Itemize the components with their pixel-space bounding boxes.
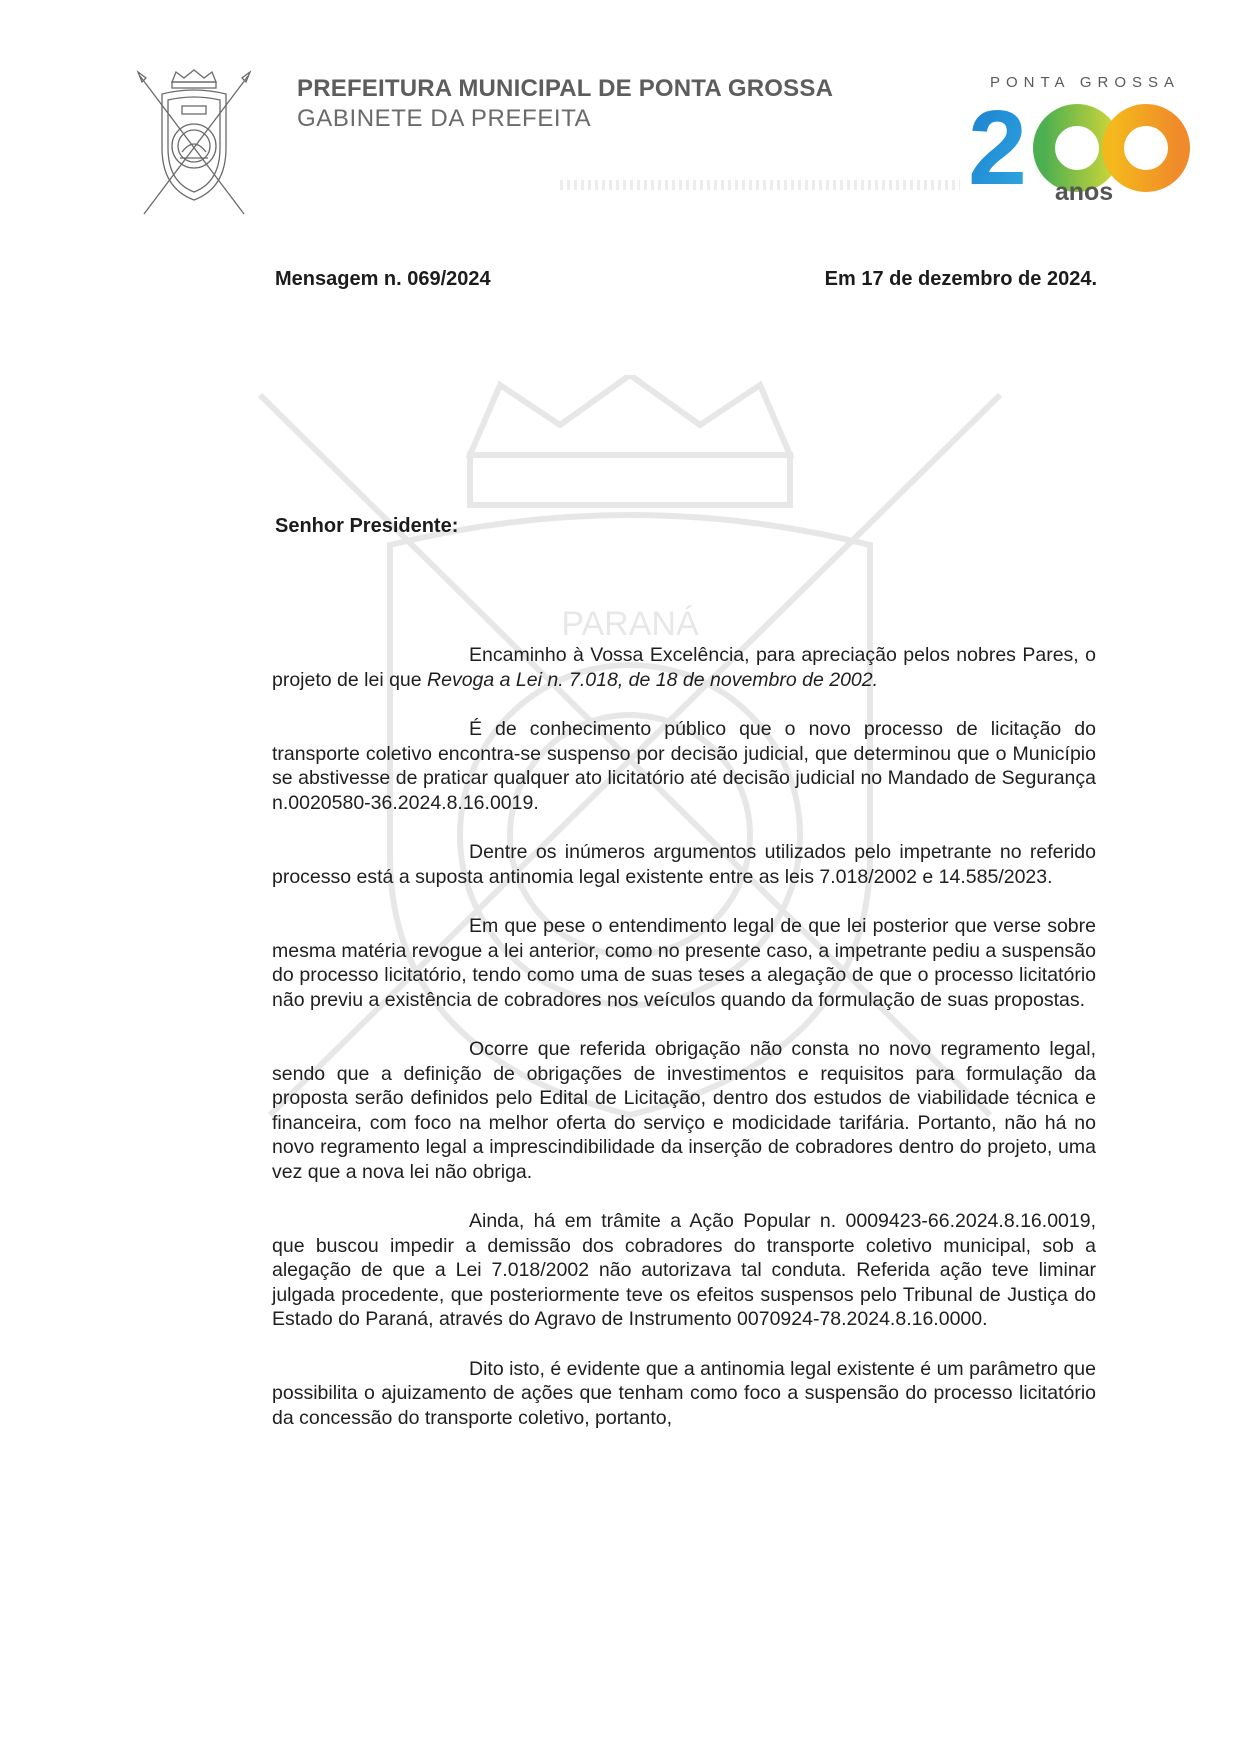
paragraph-6: Ainda, há em trâmite a Ação Popular n. 0009423-66.2024.8.16.0019, que buscou impedir a demissão dos cobradores do transporte coletivo municipal, sob a alegação de que a Lei 7.018/2002 não autorizava tal conduta. Referida ação teve liminar julgada procedente, que posteriormente teve os efeitos suspensos pelo Tribunal de Justiça do Estado do Paraná, através do Agravo de Instrumento 0070924-78.2024.8.16.0000. xyxy=(272,1210,1096,1330)
paragraph-7: Dito isto, é evidente que a antinomia legal existente é um parâmetro que possibilita o ajuizamento de ações que tenham como foco a suspensão do processo licitatório da concessão do transporte coletivo, portanto, xyxy=(272,1357,1096,1429)
paragraph-4: Em que pese o entendimento legal de que lei posterior que verse sobre mesma matéria revogue a lei anterior, como no presente caso, a impetrante pediu a suspensão do processo licitatório, tendo como uma de suas teses a alegação de que o processo licitatório não previu a existência de cobradores nos veículos quando da formulação de suas propostas. xyxy=(272,915,1096,1011)
paragraph-1: Encaminho à Vossa Excelência, para apreciação pelos nobres Pares, o projeto de lei que Revoga a Lei n. 7.018, de 18 de novembro de 2002. xyxy=(272,644,1096,691)
salutation: Senhor Presidente: xyxy=(275,515,459,537)
anniversary-label: anos xyxy=(1054,178,1114,206)
scan-artifact xyxy=(560,180,960,190)
message-date: Em 17 de dezembro de 2024. xyxy=(824,268,1097,290)
paragraph-2: É de conhecimento público que o novo processo de licitação do transporte coletivo encontra-se suspenso por decisão judicial, que determinou que o Município se abstivesse de praticar qualquer ato licitatório até decisão judicial no Mandado de Segurança n.0020580-36.2024.8.16.0019. xyxy=(272,718,1096,814)
watermark-text: PARANÁ xyxy=(561,605,699,643)
letter-body xyxy=(272,643,1096,1455)
anniversary-logo xyxy=(962,70,1192,210)
paragraph-5: Ocorre que referida obrigação não consta no novo regramento legal, sendo que a definição de obrigações de investimentos e requisitos para formulação da proposta serão definidos pelo Edital de Licitação, dentro dos estudos de viabilidade técnica e financeira, com foco na melhor oferta do serviço e modicidade tarifária. Portanto, não há no novo regramento legal a imprescindibilidade da inserção de cobradores dentro do projeto, uma vez que a nova lei não obriga. xyxy=(272,1038,1096,1183)
message-header xyxy=(275,268,1097,291)
letterhead xyxy=(297,74,833,134)
organization-department: GABINETE DA PREFEITA xyxy=(297,105,592,132)
paragraph-3: Dentre os inúmeros argumentos utilizados pelo impetrante no referido processo está a suposta antinomia legal existente entre as leis 7.018/2002 e 14.585/2023. xyxy=(272,841,1096,888)
coat-of-arms-logo xyxy=(136,68,252,218)
anniversary-city: PONTA GROSSA xyxy=(989,74,1181,91)
svg-text:2: 2 xyxy=(968,90,1027,200)
bill-title: Revoga a Lei n. 7.018, de 18 de novembro de 2002. xyxy=(427,668,879,691)
message-number: Mensagem n. 069/2024 xyxy=(275,268,491,290)
organization-name: PREFEITURA MUNICIPAL DE PONTA GROSSA xyxy=(297,75,834,102)
